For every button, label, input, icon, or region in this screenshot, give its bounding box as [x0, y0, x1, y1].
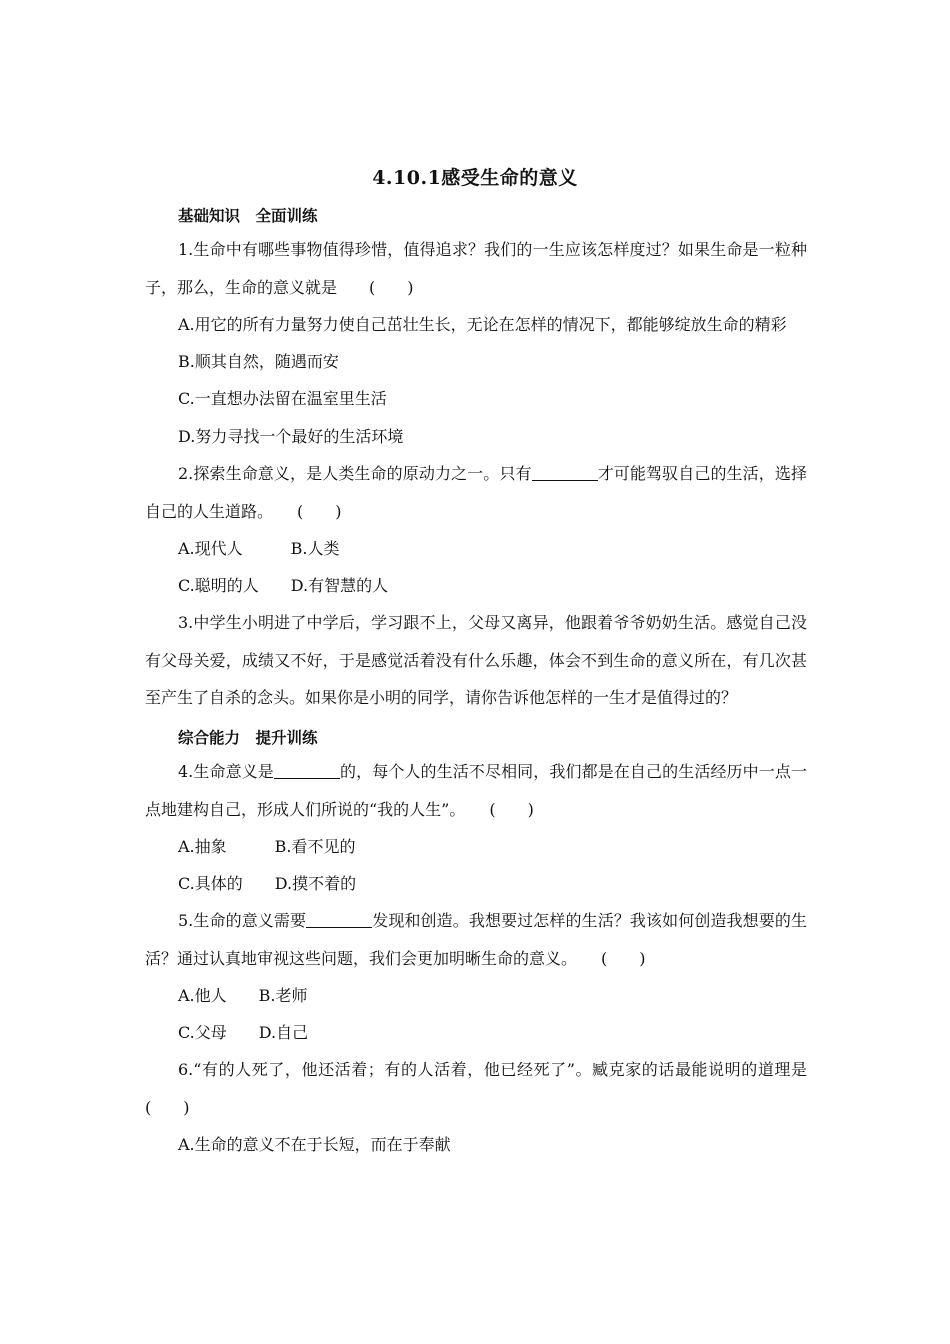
question-1-option-b: B.顺其自然，随遇而安 [178, 352, 339, 371]
question-4-options-ab: A.抽象 B.看不见的 [178, 837, 356, 856]
question-5-options-ab: A.他人 B.老师 [178, 986, 308, 1005]
fill-in-blank [306, 911, 372, 928]
question-1-option-d: D.努力寻找一个最好的生活环境 [178, 427, 404, 446]
question-1: 1.生命中有哪些事物值得珍惜，值得追求？我们的一生应该怎样度过？如果生命是一粒种子，那么，生命的意义就是 ( ) [145, 240, 807, 297]
question-4-options-cd: C.具体的 D.摸不着的 [178, 874, 357, 893]
question-6: 6.“有的人死了，他还活着；有的人活着，他已经死了”。臧克家的话最能说明的道理是 ( ) [145, 1060, 840, 1117]
question-1-option-a: A.用它的所有力量努力使自己茁壮生长，无论在怎样的情况下，都能够绽放生命的精彩 [178, 315, 787, 334]
question-5-text-before: 5.生命的意义需要 [178, 911, 307, 930]
question-5-options-cd: C.父母 D.自己 [178, 1023, 309, 1042]
question-4-text-after: 的，每个人的生活不尽相同，我们都是在自己的生活经历中一点一点地建构自己，形成人们所说的“我的人生”。 ( ) [145, 762, 807, 819]
question-5 [145, 902, 807, 977]
question-4-text-before: 4.生命意义是 [178, 762, 274, 781]
question-2-options-ab: A.现代人 B.人类 [178, 539, 340, 558]
question-5-text-after: 发现和创造。我想要过怎样的生活？我该如何创造我想要的生活？通过认真地审视这些问题，我们会更加明晰生命的意义。 ( ) [145, 911, 807, 968]
section-heading-basic: 基础知识 全面训练 [178, 206, 318, 225]
question-6-option-a: A.生命的意义不在于长短，而在于奉献 [178, 1135, 451, 1154]
question-2-text-before: 2.探索生命意义，是人类生命的原动力之一。只有 [178, 464, 532, 483]
question-1-option-c: C.一直想办法留在温室里生活 [178, 389, 387, 408]
question-2 [145, 455, 807, 530]
question-4 [145, 753, 807, 828]
page-title: 4.10.1感受生命的意义 [372, 167, 578, 189]
fill-in-blank [274, 762, 340, 779]
fill-in-blank [532, 464, 598, 481]
section-heading-advanced: 综合能力 提升训练 [178, 728, 318, 747]
question-3: 3.中学生小明进了中学后，学习跟不上，父母又离异，他跟着爷爷奶奶生活。感觉自己没有父母关爱，成绩又不好，于是感觉活着没有什么乐趣，体会不到生命的意义所在，有几次甚至产生了自杀的念头。如果你是小明的同学，请你告诉他怎样的一生才是值得过的？ [145, 613, 807, 707]
question-2-options-cd: C.聪明的人 D.有智慧的人 [178, 576, 389, 595]
question-2-text-after: 才可能驾驭自己的生活，选择自己的人生道路。 ( ) [145, 464, 807, 521]
